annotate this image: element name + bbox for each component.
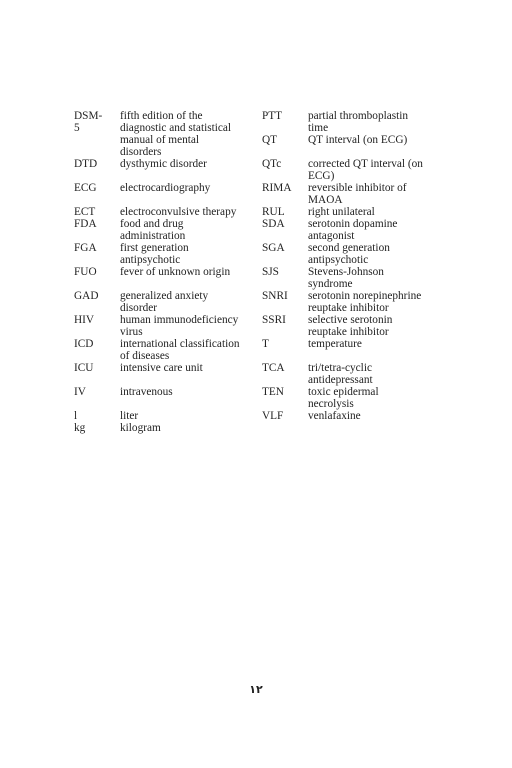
glossary-entry: [74, 422, 259, 434]
glossary-abbreviation: IV: [74, 386, 86, 398]
glossary-entry: [74, 266, 259, 290]
glossary-entry: [262, 242, 447, 266]
glossary-definition: intravenous: [120, 386, 173, 398]
glossary-entry: [262, 134, 447, 158]
glossary-entry: [262, 218, 447, 242]
glossary-definition: tri/tetra-cyclic antidepressant: [308, 362, 373, 386]
glossary-definition: fifth edition of the diagnostic and statistical manual of mental disorders: [120, 110, 232, 158]
glossary-definition: venlafaxine: [308, 410, 361, 422]
glossary-abbreviation: ECT: [74, 206, 96, 218]
glossary-abbreviation: FUO: [74, 266, 97, 278]
glossary-definition: international classification of diseases: [120, 338, 240, 362]
glossary-abbreviation: T: [262, 338, 269, 350]
glossary-definition: fever of unknown origin: [120, 266, 231, 278]
glossary-abbreviation: TCA: [262, 362, 285, 374]
glossary-entry: [262, 338, 447, 362]
glossary-definition: intensive care unit: [120, 362, 203, 374]
glossary-entry: [74, 158, 259, 182]
glossary-entry: [262, 206, 447, 218]
glossary-entry: [262, 158, 447, 182]
glossary-definition: liter: [120, 410, 139, 422]
glossary-abbreviation: RUL: [262, 206, 285, 218]
glossary-definition: human immunodeficiency virus: [120, 314, 239, 338]
glossary-abbreviation: FGA: [74, 242, 97, 254]
glossary-entry: [74, 386, 259, 410]
glossary-abbreviation: SNRI: [262, 290, 288, 302]
glossary-abbreviation: ICD: [74, 338, 94, 350]
glossary-abbreviation: l: [74, 410, 78, 422]
glossary-entry: [74, 362, 259, 386]
glossary-entry: [74, 338, 259, 362]
glossary-abbreviation: HIV: [74, 314, 95, 326]
glossary-definition: serotonin norepinephrine reuptake inhibitor: [308, 290, 422, 314]
glossary-entry: [74, 242, 259, 266]
glossary-definition: first generation antipsychotic: [120, 242, 189, 266]
glossary-definition: generalized anxiety disorder: [120, 290, 209, 314]
glossary-definition: electrocardiography: [120, 182, 211, 194]
glossary-entry: [74, 410, 259, 422]
glossary-abbreviation: QTc: [262, 158, 282, 170]
glossary-definition: electroconvulsive therapy: [120, 206, 237, 218]
glossary-entry: [74, 314, 259, 338]
glossary-definition: second generation antipsychotic: [308, 242, 390, 266]
glossary-definition: QT interval (on ECG): [308, 134, 408, 146]
glossary-entry: [262, 110, 447, 134]
glossary-definition: Stevens-Johnson syndrome: [308, 266, 384, 290]
glossary-entry: [262, 266, 447, 290]
glossary-entry: [74, 218, 259, 242]
glossary-definition: serotonin dopamine antagonist: [308, 218, 398, 242]
glossary-definition: temperature: [308, 338, 362, 350]
glossary-definition: partial thromboplastin time: [308, 110, 409, 134]
glossary-definition: dysthymic disorder: [120, 158, 207, 170]
glossary-entry: [74, 206, 259, 218]
glossary-abbreviation: TEN: [262, 386, 284, 398]
glossary-definition: toxic epidermal necrolysis: [308, 386, 379, 410]
glossary-entry: [262, 386, 447, 410]
glossary-entry: [262, 410, 447, 422]
glossary-definition: right unilateral: [308, 206, 375, 218]
glossary-abbreviation: ICU: [74, 362, 94, 374]
glossary-abbreviation: SJS: [262, 266, 279, 278]
glossary-definition: reversible inhibitor of MAOA: [308, 182, 407, 206]
glossary-abbreviation: VLF: [262, 410, 284, 422]
page-number: ۱۲: [249, 683, 263, 696]
glossary-abbreviation: SDA: [262, 218, 285, 230]
glossary-abbreviation: DTD: [74, 158, 98, 170]
glossary-abbreviation: PTT: [262, 110, 283, 122]
glossary-entry: [74, 290, 259, 314]
glossary-entry: [262, 182, 447, 206]
glossary-entry: [74, 110, 259, 158]
glossary-abbreviation: FDA: [74, 218, 97, 230]
glossary-definition: corrected QT interval (on ECG): [308, 158, 423, 182]
glossary-abbreviation: ECG: [74, 182, 97, 194]
glossary-entry: [262, 314, 447, 338]
glossary-definition: selective serotonin reuptake inhibitor: [308, 314, 393, 338]
glossary-column-left: [74, 110, 259, 434]
glossary-abbreviation: SGA: [262, 242, 285, 254]
glossary-definition: food and drug administration: [120, 218, 186, 242]
glossary-definition: kilogram: [120, 422, 161, 434]
glossary-abbreviation: SSRI: [262, 314, 286, 326]
glossary-entry: [74, 182, 259, 206]
glossary-entry: [262, 290, 447, 314]
glossary-abbreviation: QT: [262, 134, 278, 146]
glossary-abbreviation: DSM- 5: [74, 110, 103, 134]
glossary-abbreviation: kg: [74, 422, 86, 434]
glossary-abbreviation: RIMA: [262, 182, 292, 194]
glossary-entry: [262, 362, 447, 386]
glossary-column-right: [262, 110, 447, 422]
glossary-abbreviation: GAD: [74, 290, 99, 302]
